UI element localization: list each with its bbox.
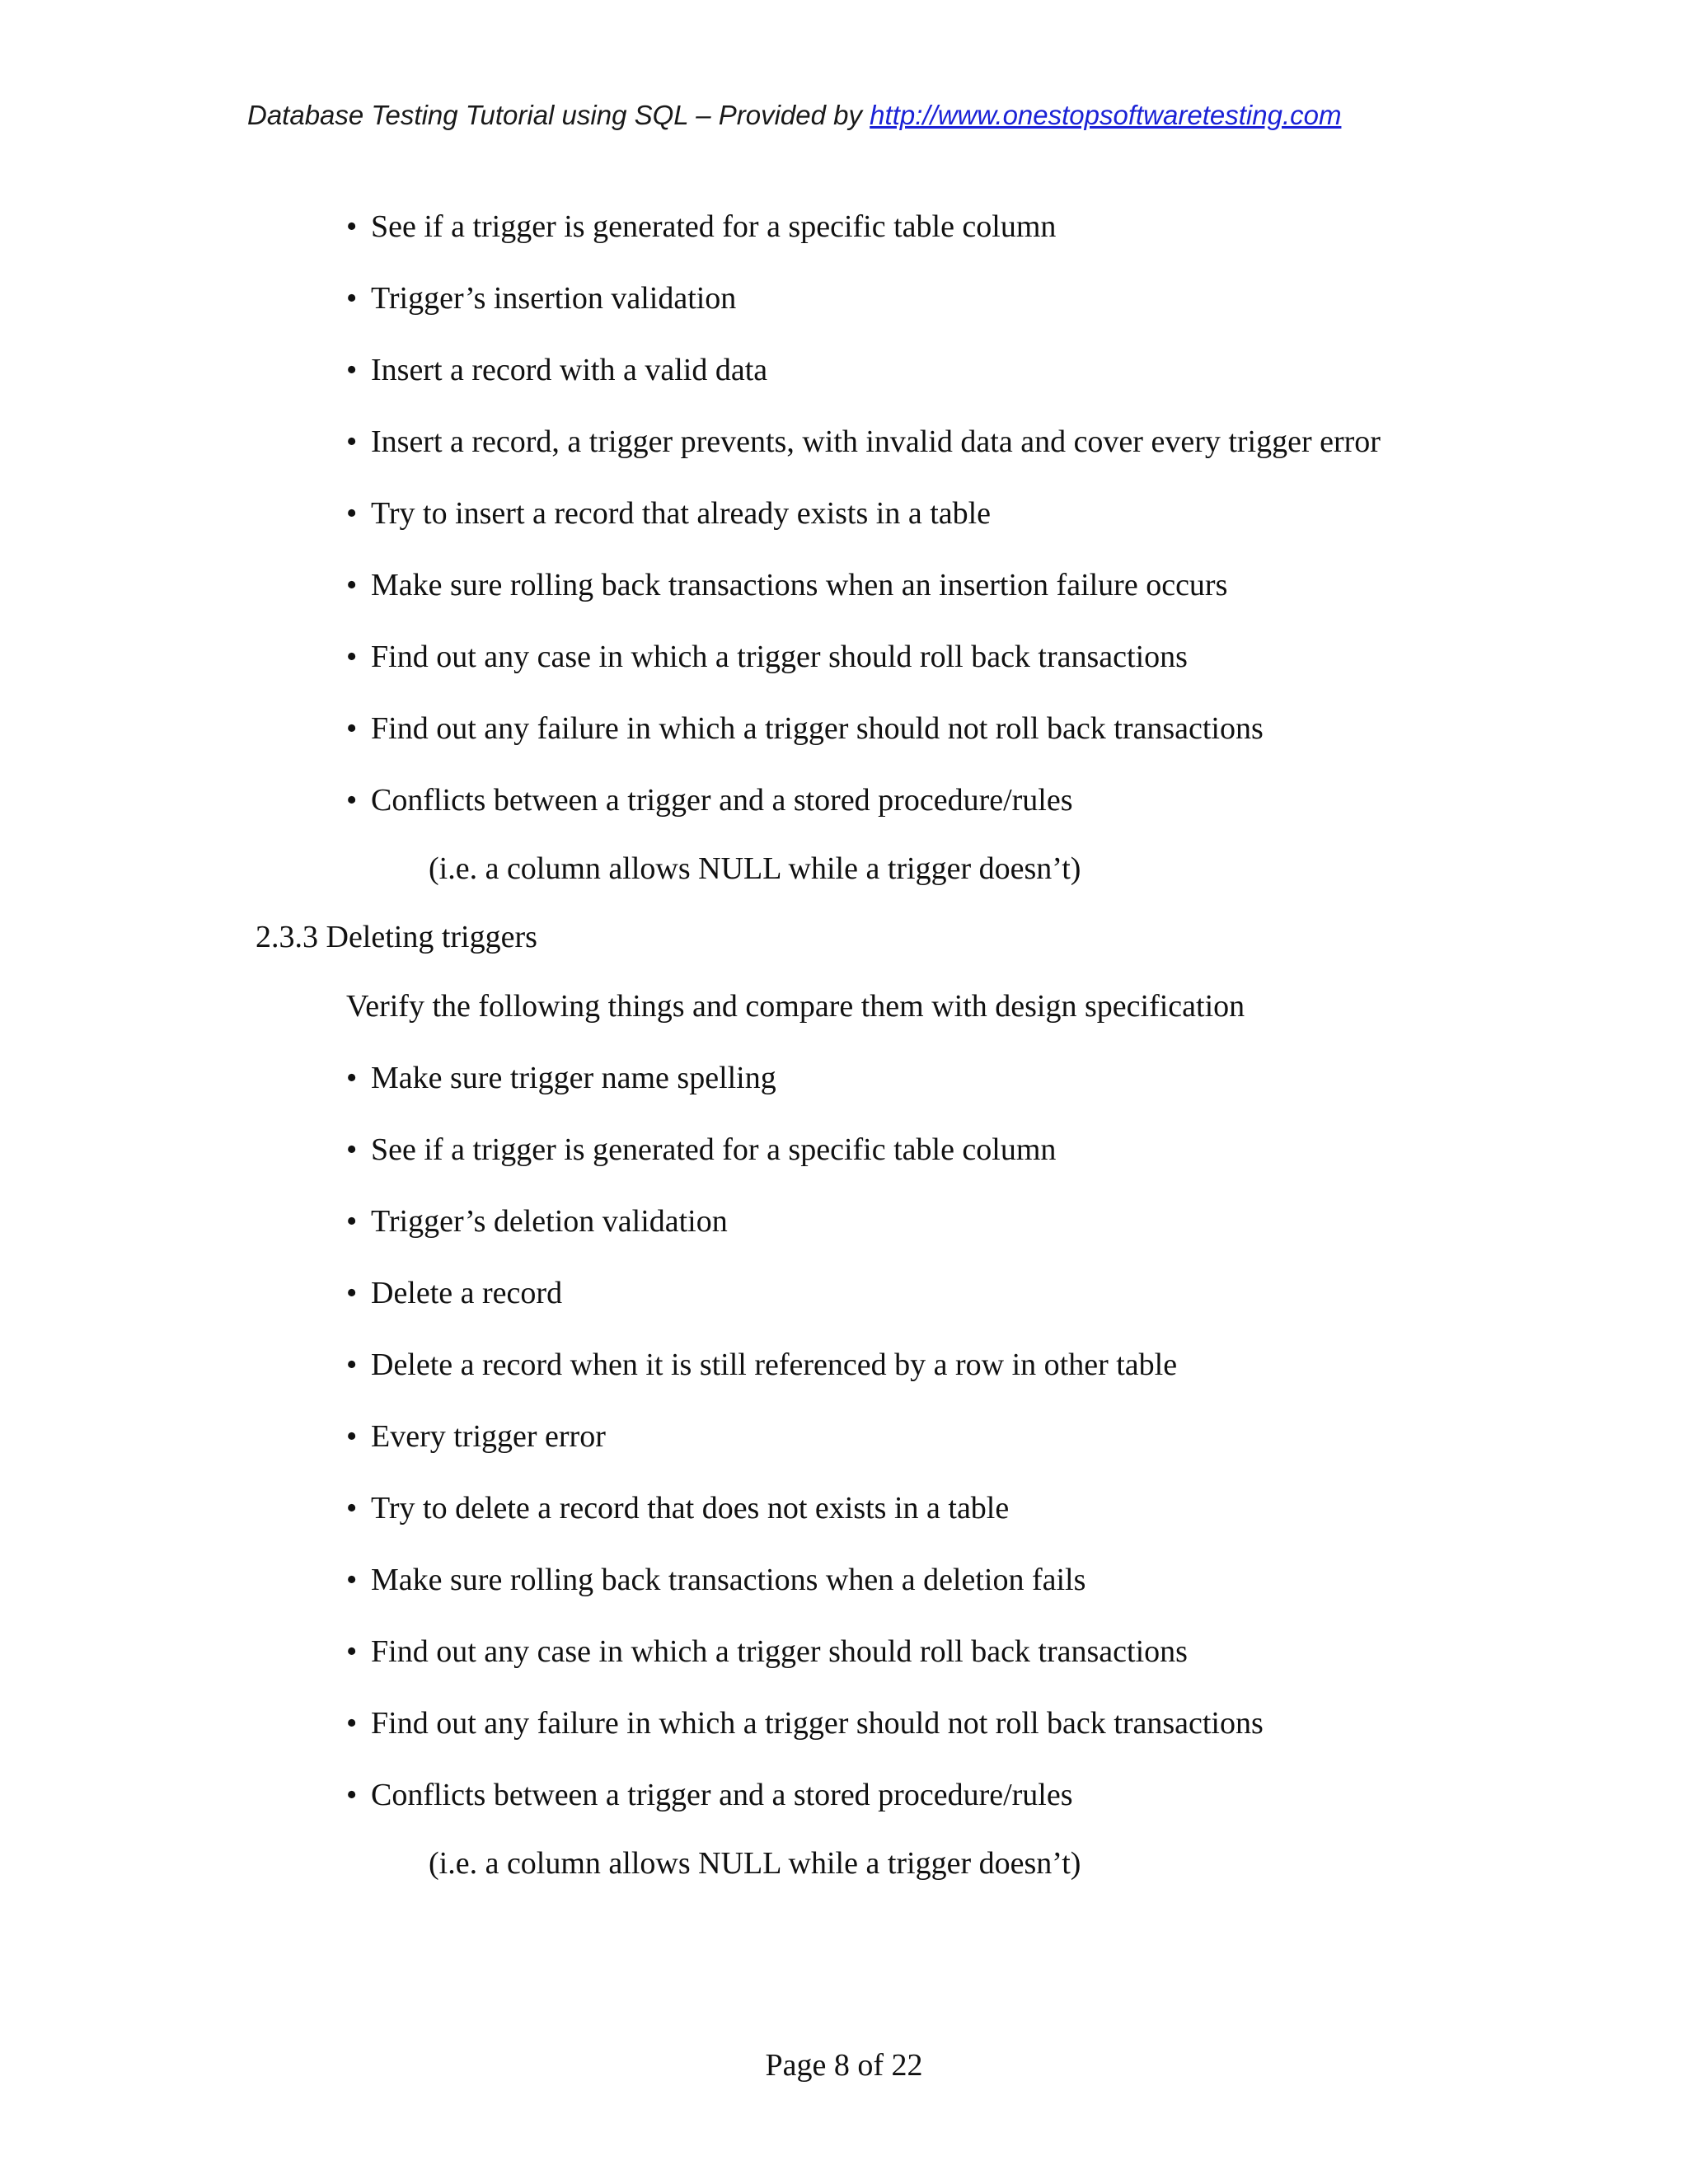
list-item xyxy=(346,565,1227,605)
bullet-icon: • xyxy=(346,1778,358,1812)
list-item xyxy=(346,279,736,318)
bullet-icon: • xyxy=(346,353,358,387)
bullet-icon: • xyxy=(346,281,358,316)
bullet-icon: • xyxy=(346,1491,358,1526)
bullet-icon: • xyxy=(346,424,358,459)
bullet-icon: • xyxy=(346,1563,358,1597)
list-item-text: See if a trigger is generated for a specific table column xyxy=(371,1132,1057,1167)
bullet-icon: • xyxy=(346,1204,358,1239)
list-item xyxy=(346,494,991,533)
list-item-text: Try to insert a record that already exists in a table xyxy=(371,496,992,531)
list-item xyxy=(346,1273,562,1313)
list-item-text: Find out any failure in which a trigger should not roll back transactions xyxy=(371,711,1264,746)
list-item-text: Find out any case in which a trigger should roll back transactions xyxy=(371,640,1188,674)
list-item xyxy=(346,1058,776,1098)
bullet-icon: • xyxy=(346,209,358,244)
page-number: Page 8 of 22 xyxy=(765,2048,923,2083)
list-item-text: Try to delete a record that does not exists in a table xyxy=(371,1491,1010,1526)
bullet-icon: • xyxy=(346,1061,358,1095)
list-item xyxy=(346,422,1381,462)
list-item xyxy=(346,780,1073,820)
bullet-icon: • xyxy=(346,568,358,602)
list-item xyxy=(346,1130,1056,1169)
section-heading: 2.3.3 Deleting triggers xyxy=(256,920,537,954)
bullet-icon: • xyxy=(346,1347,358,1382)
list-item xyxy=(346,1775,1073,1815)
list-item-text: See if a trigger is generated for a specific table column xyxy=(371,209,1057,244)
list-item xyxy=(346,1704,1264,1743)
list-item-text: Make sure trigger name spelling xyxy=(371,1061,776,1095)
list-item xyxy=(346,350,767,390)
list-item xyxy=(346,637,1188,677)
list-item xyxy=(346,1345,1177,1385)
bullet-icon: • xyxy=(346,711,358,746)
list-item-text: Delete a record xyxy=(371,1276,563,1310)
list-item-text: Find out any failure in which a trigger should not roll back transactions xyxy=(371,1706,1264,1741)
list-item-text: Every trigger error xyxy=(371,1419,606,1454)
list-item-text: Conflicts between a trigger and a stored procedure/rules xyxy=(371,783,1073,818)
bullet-icon: • xyxy=(346,640,358,674)
list-item xyxy=(346,207,1056,246)
list-item xyxy=(346,709,1264,748)
list-item-text: Insert a record, a trigger prevents, with invalid data and cover every trigger error xyxy=(371,424,1381,459)
bullet-icon: • xyxy=(346,1634,358,1669)
bullet-icon: • xyxy=(346,496,358,531)
list-item xyxy=(346,1202,728,1241)
list-item xyxy=(346,1560,1085,1600)
header-title: Database Testing Tutorial using SQL – Provided by xyxy=(247,100,870,130)
list-item xyxy=(346,1632,1188,1671)
list-item-text: Make sure rolling back transactions when a deletion fails xyxy=(371,1563,1086,1597)
page-footer xyxy=(0,2046,1688,2085)
list-item-text: Trigger’s deletion validation xyxy=(371,1204,728,1239)
bullet-icon: • xyxy=(346,1419,358,1454)
list-item-text: Insert a record with a valid data xyxy=(371,353,768,387)
insert-note: (i.e. a column allows NULL while a trigger doesn’t) xyxy=(429,851,1081,886)
section-intro: Verify the following things and compare them with design specification xyxy=(346,989,1245,1024)
list-item-text: Find out any case in which a trigger should roll back transactions xyxy=(371,1634,1188,1669)
bullet-icon: • xyxy=(346,1276,358,1310)
bullet-icon: • xyxy=(346,1132,358,1167)
list-item xyxy=(346,1417,606,1456)
delete-note: (i.e. a column allows NULL while a trigger doesn’t) xyxy=(429,1846,1081,1881)
list-item-text: Conflicts between a trigger and a stored procedure/rules xyxy=(371,1778,1073,1812)
bullet-icon: • xyxy=(346,783,358,818)
list-item-text: Make sure rolling back transactions when an insertion failure occurs xyxy=(371,568,1228,602)
list-item xyxy=(346,1488,1009,1528)
list-item-text: Delete a record when it is still referenced by a row in other table xyxy=(371,1347,1178,1382)
header-link[interactable]: http://www.onestopsoftwaretesting.com xyxy=(870,100,1342,130)
list-item-text: Trigger’s insertion validation xyxy=(371,281,737,316)
bullet-icon: • xyxy=(346,1706,358,1741)
